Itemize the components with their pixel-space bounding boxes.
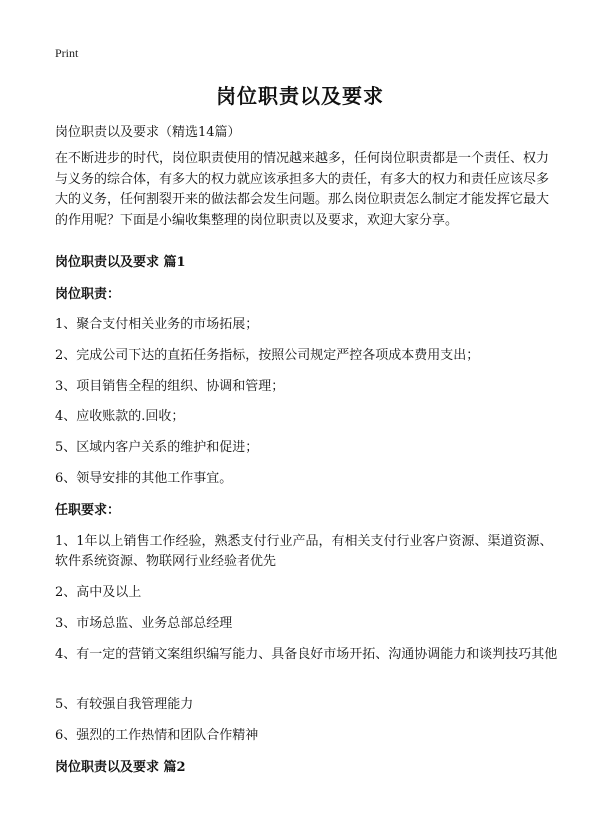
requirement-item: 3、市场总监、业务总部总经理 [55,616,233,631]
document-subtitle: 岗位职责以及要求（精选14篇） [55,125,241,140]
duty-item: 6、领导安排的其他工作事宜。 [55,471,233,486]
requirement-item: 1、1年以上销售工作经验，熟悉支付行业产品，有相关支付行业客户资源、渠道资源、软件系统资源、物联网行业经验者优先 [55,534,553,569]
duty-item: 5、区域内客户关系的维护和促进； [55,440,259,455]
print-link[interactable]: Print [55,46,79,60]
duty-item: 4、应收账款的.回收； [55,409,185,424]
section-2-heading: 岗位职责以及要求 篇2 [55,760,186,775]
duties-heading: 岗位职责： [55,287,121,302]
requirement-item: 6、强烈的工作热情和团队合作精神 [55,728,259,743]
duty-item: 3、项目销售全程的组织、协调和管理； [55,379,285,394]
intro-paragraph: 在不断进步的时代，岗位职责使用的情况越来越多，任何岗位职责都是一个责任、权力与义务的综合体，有多大的权力就应该承担多大的责任，有多大的权力和责任应该尽多大的义务，任何割裂开来的做法都会发生问题。那么岗位职责怎么制定才能发挥它最大的作用呢？下面是小编收集整理的岗位职责以及要求，欢迎大家分享。 [55,151,550,228]
duty-item: 1、聚合支付相关业务的市场拓展； [55,317,259,332]
duty-item: 2、完成公司下达的直拓任务指标，按照公司规定严控各项成本费用支出； [55,348,480,363]
requirement-item: 4、有一定的营销文案组织编写能力、具备良好市场开拓、沟通协调能力和谈判技巧其他 [55,647,558,662]
section-1-heading: 岗位职责以及要求 篇1 [55,255,186,270]
page-title: 岗位职责以及要求 [216,84,384,108]
requirements-heading: 任职要求： [55,503,121,518]
requirement-item: 5、有较强自我管理能力 [55,697,194,712]
requirement-item: 2、高中及以上 [55,585,142,600]
